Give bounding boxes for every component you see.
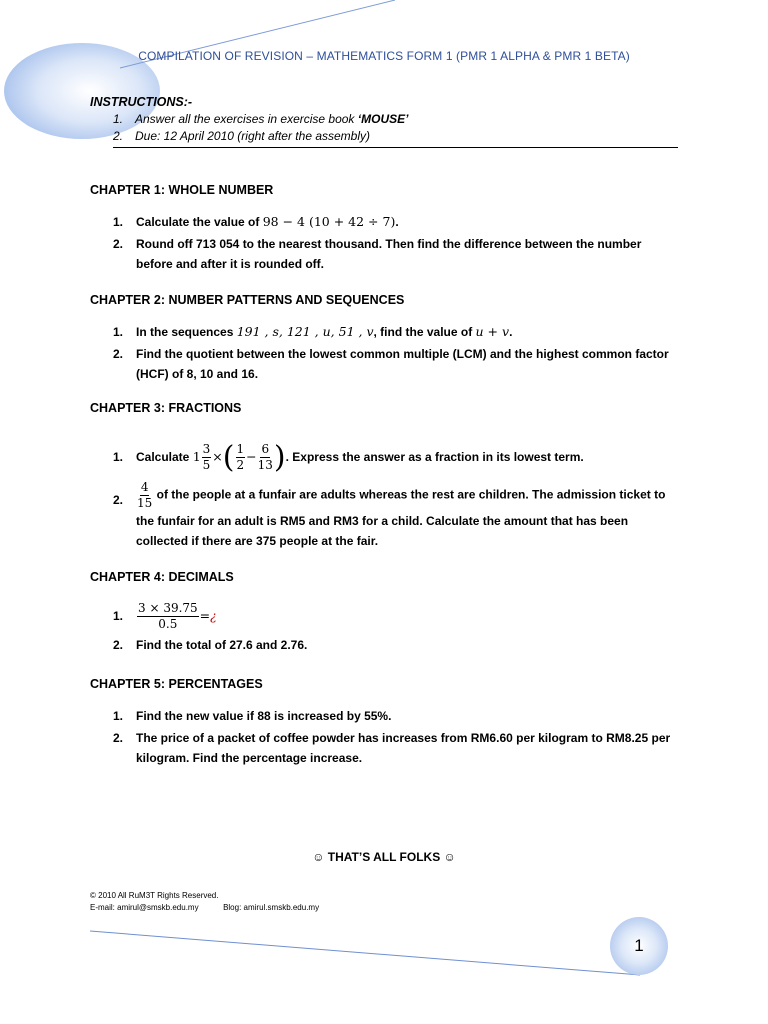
chapter-heading: CHAPTER 3: FRACTIONS [90,401,242,415]
instruction-text: Answer all the exercises in exercise book [135,112,358,126]
minus-sign: − [246,449,257,464]
denominator: 5 [202,458,211,473]
instruction-number: 1. [113,112,124,126]
denominator: 2 [236,458,245,473]
question-item [90,322,680,342]
denominator: 13 [257,458,273,473]
question-number: 1. [113,450,124,464]
page-number: 1 [634,936,644,955]
question-text-mid: , find the value of [373,325,476,339]
question-item [90,480,680,551]
numerator: 6 [261,442,270,457]
question-number: 1. [113,709,124,723]
question-number: 2. [113,638,124,652]
question-text: Calculate [136,450,193,464]
answer-placeholder: ¿ [210,609,217,623]
contact-line [90,902,319,914]
question-item [90,635,680,655]
question-number: 1. [113,215,124,229]
question-number: 2. [113,731,124,745]
numerator: 1 [236,442,245,457]
question-text-end: . [509,325,513,339]
question-number: 2. [113,493,124,507]
chapter-heading: CHAPTER 2: NUMBER PATTERNS AND SEQUENCES [90,293,405,307]
instruction-number: 2. [113,129,124,143]
numerator: 3 [202,442,211,457]
document-title: COMPILATION OF REVISION – MATHEMATICS FORM 1 (PMR 1 ALPHA & PMR 1 BETA) [138,49,630,63]
question-item [90,344,680,384]
instructions-block [90,95,680,145]
fraction [137,601,199,632]
numerator: 3 × 39.75 [138,601,198,616]
instruction-item [90,128,680,145]
instructions-divider [113,147,678,148]
question-text-end: . [395,215,399,229]
math-expression: 98 − 4 (10 + 42 ÷ 7) [262,214,396,229]
question-item [90,234,680,274]
times-sign: × [212,449,223,464]
instruction-text: Due: 12 April 2010 (right after the assembly) [135,129,371,143]
footer-diagonal-line [90,931,640,975]
question-text: Round off 713 054 to the nearest thousand. Then find the difference between the number before and after it is rounded off. [136,237,642,271]
equals-sign: = [199,608,211,623]
question-text: Find the total of 27.6 and 2.76. [136,638,308,652]
question-text: Find the new value if 88 is increased by 55%. [136,709,392,723]
question-text: Find the quotient between the lowest common multiple (LCM) and the highest common factor (HCF) of 8, 10 and 16. [136,347,669,381]
chapter-4-section [90,570,680,655]
question-item [90,438,680,476]
sum-expression: u + v [475,324,510,339]
mixed-number-whole: 1 [192,449,201,464]
copyright-text: © 2010 All RuM3T Rights Reserved. [90,891,219,900]
left-parenthesis: ( [222,439,235,475]
question-text: The price of a packet of coffee powder has increases from RM6.60 per kilogram to RM8.25 per kilogram. Find the percentage increase. [136,731,671,765]
chapter-2-section [90,293,680,384]
question-item [90,706,680,726]
blog-text: Blog: amirul.smskb.edu.my [223,903,320,912]
fraction [202,442,212,473]
right-parenthesis: ) [273,439,286,475]
question-number: 2. [113,347,124,361]
question-number: 1. [113,325,124,339]
chapter-1-section [90,183,680,274]
instructions-list [90,111,680,145]
fraction [236,442,246,473]
question-text: of the people at a funfair are adults whereas the rest are children. The admission ticket to the funfair for an adult is RM5 and RM3 for a child. Calculate the amount that has been collected if there are 375 people at the fair. [136,487,666,548]
question-text: In the sequences [136,325,237,339]
question-item [90,728,680,768]
question-item [90,212,680,232]
chapter-5-section [90,677,680,768]
chapter-heading: CHAPTER 4: DECIMALS [90,570,234,584]
denominator: 0.5 [158,617,178,632]
instruction-item [90,111,680,128]
copyright-block [90,890,319,914]
question-text-end: . Express the answer as a fraction in its lowest term. [285,450,584,464]
question-number: 1. [113,609,124,623]
fraction [137,480,152,511]
closing-message: ☺ THAT’S ALL FOLKS ☺ [312,850,456,864]
numerator: 4 [140,480,149,494]
instructions-heading: INSTRUCTIONS:- [90,95,193,109]
email-text: E-mail: amirul@smskb.edu.my [90,903,199,912]
fraction [258,442,273,473]
chapter-heading: CHAPTER 1: WHOLE NUMBER [90,183,274,197]
question-item [90,599,680,633]
sequence-expression: 191 , s, 121 , u, 51 , v [236,324,374,339]
question-text: Calculate the value of [136,215,263,229]
instruction-book-name: ‘MOUSE’ [357,112,409,126]
chapter-3-section [90,401,680,551]
question-number: 2. [113,237,124,251]
chapter-heading: CHAPTER 5: PERCENTAGES [90,677,263,691]
denominator: 15 [137,496,153,510]
